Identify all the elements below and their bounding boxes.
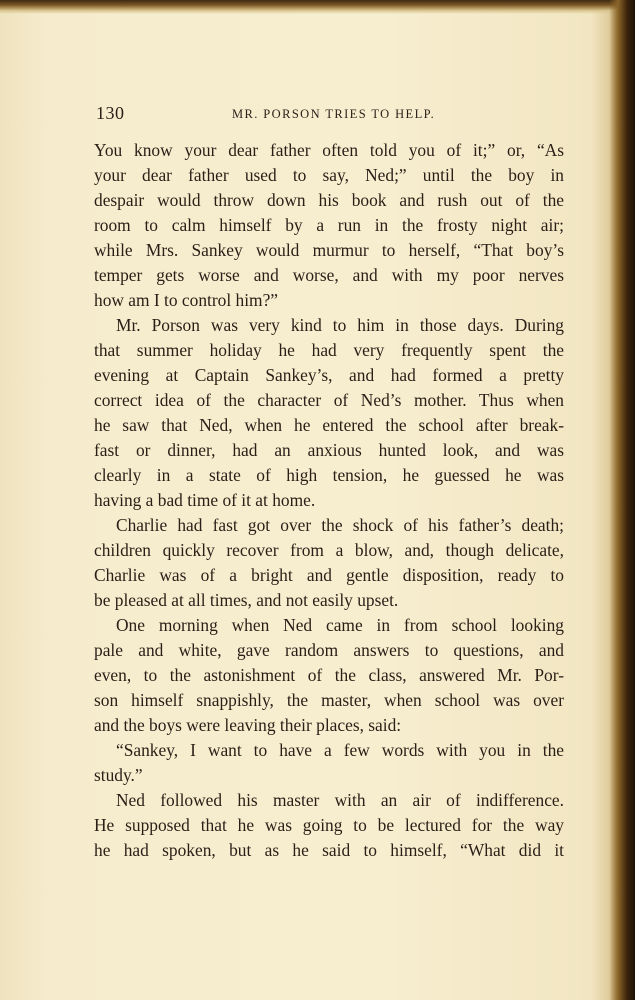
text-line: having a bad time of it at home. xyxy=(94,490,316,510)
text-line: despair would throw down his book and rush out of the xyxy=(94,190,564,210)
body-text xyxy=(94,138,564,863)
text-line: while Mrs. Sankey would murmur to herself, “That boy’s xyxy=(94,240,564,260)
page-top-edge xyxy=(0,0,635,14)
book-spine-shadow xyxy=(609,0,635,1000)
text-line: temper gets worse and worse, and with my poor nerves xyxy=(94,265,564,285)
text-line: he had spoken, but as he said to himself, “What did it xyxy=(94,840,564,860)
text-line: You know your dear father often told you of it;” or, “As xyxy=(94,140,564,160)
text-line: Ned followed his master with an air of indifference. xyxy=(116,790,564,810)
text-line: Charlie had fast got over the shock of his father’s death; xyxy=(116,515,564,535)
text-line: evening at Captain Sankey’s, and had formed a pretty xyxy=(94,365,564,385)
text-line: be pleased at all times, and not easily upset. xyxy=(94,590,399,610)
text-line: Mr. Porson was very kind to him in those days. During xyxy=(116,315,564,335)
page-header xyxy=(96,103,568,125)
text-line: study.” xyxy=(94,765,143,785)
text-line: your dear father used to say, Ned;” until the boy in xyxy=(94,165,564,185)
text-line: correct idea of the character of Ned’s mother. Thus when xyxy=(94,390,564,410)
text-line: clearly in a state of high tension, he guessed he was xyxy=(94,465,564,485)
text-line: Charlie was of a bright and gentle disposition, ready to xyxy=(94,565,564,585)
text-line: He supposed that he was going to be lectured for the way xyxy=(94,815,564,835)
text-line: fast or dinner, had an anxious hunted look, and was xyxy=(94,440,564,460)
text-line: room to calm himself by a run in the frosty night air; xyxy=(94,215,564,235)
page-number: 130 xyxy=(96,103,125,123)
text-line: that summer holiday he had very frequently spent the xyxy=(94,340,564,360)
text-line: One morning when Ned came in from school looking xyxy=(116,615,564,635)
text-line: he saw that Ned, when he entered the school after break- xyxy=(94,415,564,435)
text-line: how am I to control him?” xyxy=(94,290,279,310)
text-line: and the boys were leaving their places, said: xyxy=(94,715,402,735)
text-line: son himself snappishly, the master, when school was over xyxy=(94,690,564,710)
running-head: MR. PORSON TRIES TO HELP. xyxy=(232,107,436,121)
text-line: even, to the astonishment of the class, answered Mr. Por- xyxy=(94,665,564,685)
text-line: children quickly recover from a blow, and, though delicate, xyxy=(94,540,564,560)
text-line: pale and white, gave random answers to questions, and xyxy=(94,640,564,660)
text-line: “Sankey, I want to have a few words with you in the xyxy=(116,740,564,760)
